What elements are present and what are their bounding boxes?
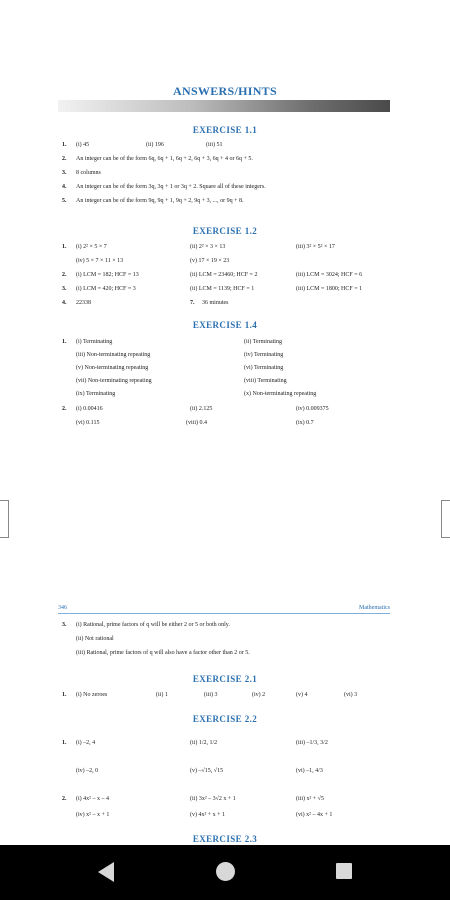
answer: (i) Terminating	[76, 339, 113, 345]
question-number: 1.	[62, 692, 67, 698]
answer: (ii) 3x² – 3√2 x + 1	[190, 796, 236, 802]
header-rule	[58, 613, 390, 614]
answer: (iii) Rational, prime factors of q will also have a factor other than 2 or 5.	[76, 650, 250, 656]
answer: (vi) 3	[344, 692, 358, 698]
question-number: 1.	[62, 740, 67, 746]
answer: (iv) –2, 0	[76, 768, 99, 774]
answer: (v) 17 × 19 × 23	[190, 258, 230, 264]
question-number: 4.	[62, 300, 67, 306]
answer: (v) 4x² + x + 1	[190, 812, 226, 818]
answer: 8 columns	[76, 170, 101, 176]
answer: (ii) Not rational	[76, 636, 114, 642]
answer: (iv) 0.009375	[296, 406, 329, 412]
question-number: 7.	[190, 300, 195, 306]
answer: 36 minutes	[202, 300, 229, 306]
answer: (i) Rational, prime factors of q will be either 2 or 5 or both only.	[76, 622, 230, 628]
exercise-heading: EXERCISE 2.2	[192, 714, 258, 724]
answer: (vi) x² – 4x + 1	[296, 812, 333, 818]
answer: (viii) 0.4	[186, 420, 207, 426]
exercise-heading: EXERCISE 1.4	[192, 320, 258, 330]
answer: 22338	[76, 300, 91, 306]
answer: (ii) LCM = 23460; HCF = 2	[190, 272, 258, 278]
answer: An integer can be of the form 6q, 6q + 1, 6q + 2, 6q + 3, 6q + 4 or 6q + 5.	[76, 156, 253, 162]
answer: (i) No zeroes	[76, 692, 108, 698]
answer: (iv) Terminating	[244, 352, 284, 358]
question-number: 2.	[62, 406, 67, 412]
answer: (iii) x² + √5	[296, 796, 324, 802]
subject-label: Mathematics	[359, 605, 390, 611]
answer: (i) –2, 4	[76, 740, 96, 746]
title-gradient-bar	[58, 100, 390, 112]
exercise-heading: EXERCISE 1.2	[192, 226, 258, 236]
answer: (ii) Terminating	[244, 339, 282, 345]
page-number: 346	[58, 605, 67, 611]
answer: (i) 0.00416	[76, 406, 103, 412]
page-edge-marker-right	[441, 500, 450, 538]
question-number: 4.	[62, 184, 67, 190]
answer: (ii) 1/2, 1/2	[190, 740, 218, 746]
recent-apps-icon[interactable]	[336, 863, 352, 879]
answer: (iv) 2	[252, 692, 266, 698]
answer: (vi) Terminating	[244, 365, 284, 371]
answer: (ii) LCM = 1139; HCF = 1	[190, 286, 255, 292]
question-number: 3.	[62, 170, 67, 176]
answer: (iii) Non-terminating repeating	[76, 352, 151, 358]
answer: (iv) x² – x + 1	[76, 812, 110, 818]
answer: (iii) 3	[204, 692, 218, 698]
answer: (ii) 1	[156, 692, 168, 698]
answer: (vi) –1, 4/3	[296, 768, 323, 774]
answer: (x) Non-terminating repeating	[244, 391, 317, 397]
question-number: 2.	[62, 796, 67, 802]
answer: (iii) –1/3, 3/2	[296, 740, 328, 746]
back-icon[interactable]	[98, 862, 114, 882]
answer: (i) 2² × 5 × 7	[76, 244, 107, 250]
exercise-heading: EXERCISE 1.1	[192, 125, 258, 135]
answer: (iii) LCM = 1800; HCF = 1	[296, 286, 363, 292]
answer: (ix) 0.7	[296, 420, 314, 426]
answer: (ii) 2.125	[190, 406, 213, 412]
answer: (vi) 0.115	[76, 420, 100, 426]
answer: (i) LCM = 182; HCF = 13	[76, 272, 139, 278]
question-number: 2.	[62, 272, 67, 278]
question-number: 1.	[62, 244, 67, 250]
answer: (ii) 196	[146, 142, 164, 148]
answer: (iii) 51	[206, 142, 223, 148]
answer: (iii) 3² × 5² × 17	[296, 244, 335, 250]
question-number: 5.	[62, 198, 67, 204]
answer: (v) 4	[296, 692, 308, 698]
answer: (ii) 2² × 3 × 13	[190, 244, 226, 250]
answer: (iv) 5 × 7 × 11 × 13	[76, 258, 124, 264]
answer: (v) –√15, √15	[190, 768, 224, 774]
answer: An integer can be of the form 9q, 9q + 1, 9q + 2, 9q + 3, ..., or 9q + 8.	[76, 198, 244, 204]
answer: (i) 45	[76, 142, 90, 148]
question-number: 2.	[62, 156, 67, 162]
answer: (i) LCM = 420; HCF = 3	[76, 286, 136, 292]
question-number: 1.	[62, 142, 67, 148]
answer: (v) Non-terminating repeating	[76, 365, 149, 371]
question-number: 1.	[62, 339, 67, 345]
answer: (viii) Terminating	[244, 378, 287, 384]
answer: (vii) Non-terminating repeating	[76, 378, 152, 384]
answer: An integer can be of the form 3q, 3q + 1 or 3q + 2. Square all of these integers.	[76, 184, 266, 190]
question-number: 3.	[62, 622, 67, 628]
page-title: ANSWERS/HINTS	[173, 84, 277, 98]
home-icon[interactable]	[216, 862, 235, 881]
exercise-heading: EXERCISE 2.3	[192, 834, 258, 844]
exercise-heading: EXERCISE 2.1	[192, 674, 258, 684]
page-edge-marker-left	[0, 500, 9, 538]
answer: (i) 4x² – x – 4	[76, 796, 109, 802]
answer: (ix) Terminating	[76, 391, 116, 397]
question-number: 3.	[62, 286, 67, 292]
answer: (iii) LCM = 3024; HCF = 6	[296, 272, 363, 278]
